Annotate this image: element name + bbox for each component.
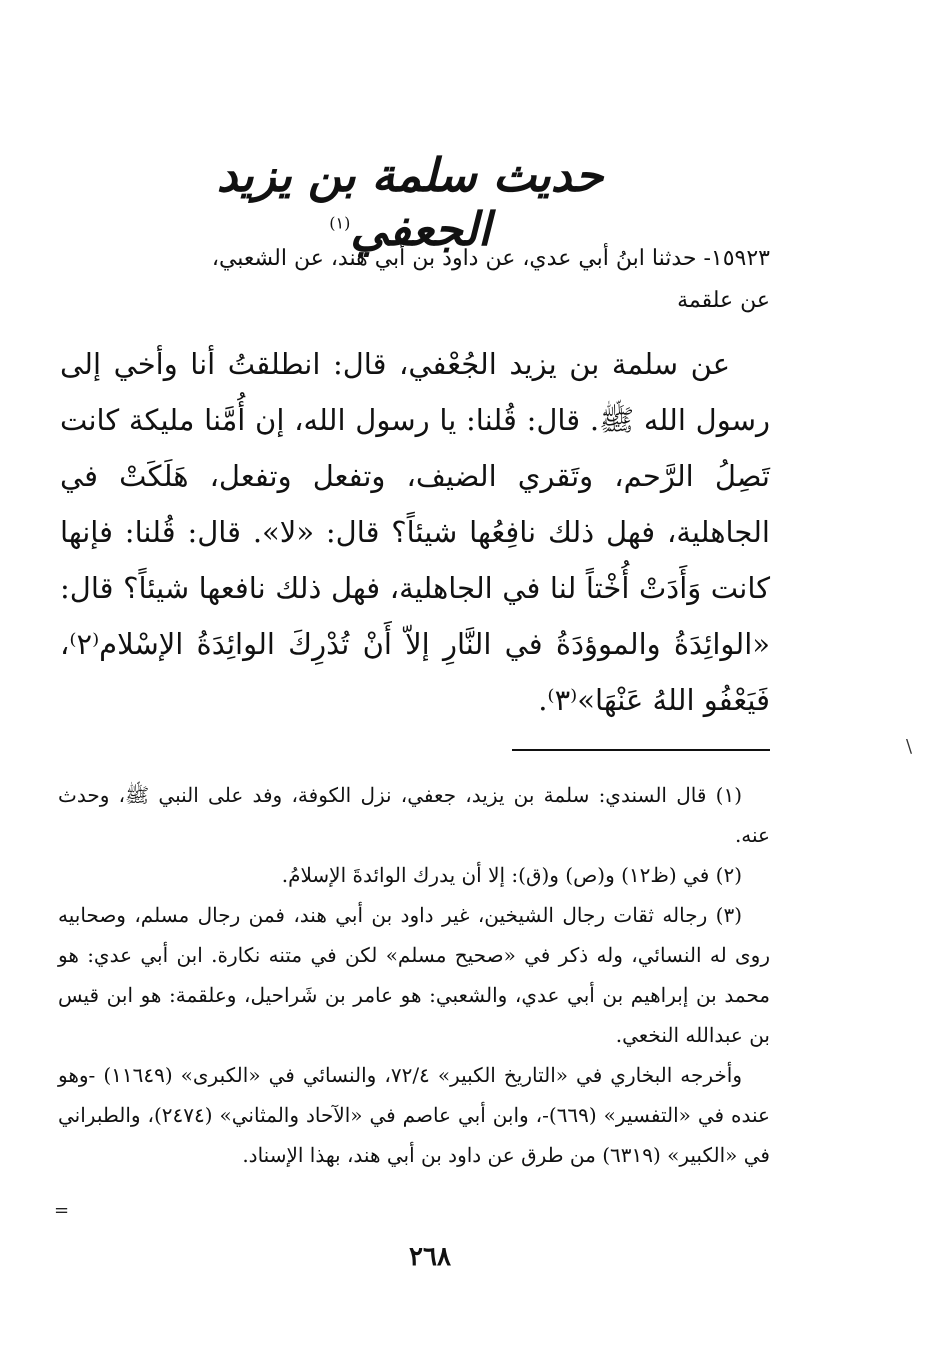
isnad-line-1: ١٥٩٢٣- حدثنا ابنُ أبي عدي، عن داود بن أبي هند، عن الشعبي، — [211, 246, 770, 271]
footnote-1: (١) قال السندي: سلمة بن يزيد، جعفي، نزل الكوفة، وفد على النبي ﷺ، وحدث عنه. — [58, 783, 770, 847]
footnotes — [58, 775, 770, 1175]
footnote-separator — [512, 749, 770, 751]
chapter-title-text: حديث سلمة بن يزيد الجعفي — [216, 148, 604, 256]
hadith-matn — [60, 336, 770, 728]
margin-mark: \ — [906, 736, 913, 757]
isnad-line-2: عن علقمة — [677, 288, 770, 313]
footnote-3: (٣) رجاله ثقات رجال الشيخين، غير داود بن أبي هند، فمن رجال مسلم، وصحابيه روى له النسائي، وله ذكر في «صحيح مسلم» لكن في متنه نكارة. ابن أبي عدي: هو محمد بن إبراهيم بن أبي عدي، والشعبي: هو عامر بن شَراحيل، وعلقمة: هو ابن قيس بن عبدالله النخعي. — [58, 903, 770, 1047]
hadith-isnad — [60, 238, 770, 322]
footnote-2: (٢) في (ظ١٢) و(ص) و(ق): إلا أن يدرك الوائدةَ الإسلامُ. — [281, 863, 742, 887]
continuation-mark: = — [54, 1200, 70, 1221]
footnote-3-continued: وأخرجه البخاري في «التاريخ الكبير» ٧٢/٤، والنسائي في «الكبرى» (١١٦٤٩) -وهو عنده في «التفسير» (٦٦٩)-، وابن أبي عاصم في «الآحاد والمثاني» (٢٤٧٤)، والطبراني في «الكبير» (٦٣١٩) من طرق عن داود بن أبي هند، بهذا الإسناد. — [58, 1063, 770, 1167]
title-footnote-ref: (١) — [329, 213, 351, 233]
page-number: ٢٦٨ — [409, 1242, 451, 1272]
matn-text: عن سلمة بن يزيد الجُعْفي، قال: انطلقتُ أنا وأخي إلى رسول الله ﷺ. قال: قُلنا: يا رسول الله، إن أُمَّنا مليكة كانت تَصِلُ الرَّحم، وتَقري الضيف، وتفعل وتفعل، هَلَكَتْ في الجاهلية، فهل ذلك نافِعُها شيئاً؟ قال: «لا». قال: قُلنا: فإنها كانت وَأَدَتْ أُخْتاً لنا في الجاهلية، فهل ذلك نافعها شيئاً؟ قال: «الوائِدَةُ والموؤدَةُ في النَّارِ إلاّ أَنْ تُدْرِكَ الوائِدَةُ الإسْلام⁽٢⁾، فَيَعْفُو اللهُ عَنْهَا»⁽٣⁾. — [60, 347, 770, 717]
